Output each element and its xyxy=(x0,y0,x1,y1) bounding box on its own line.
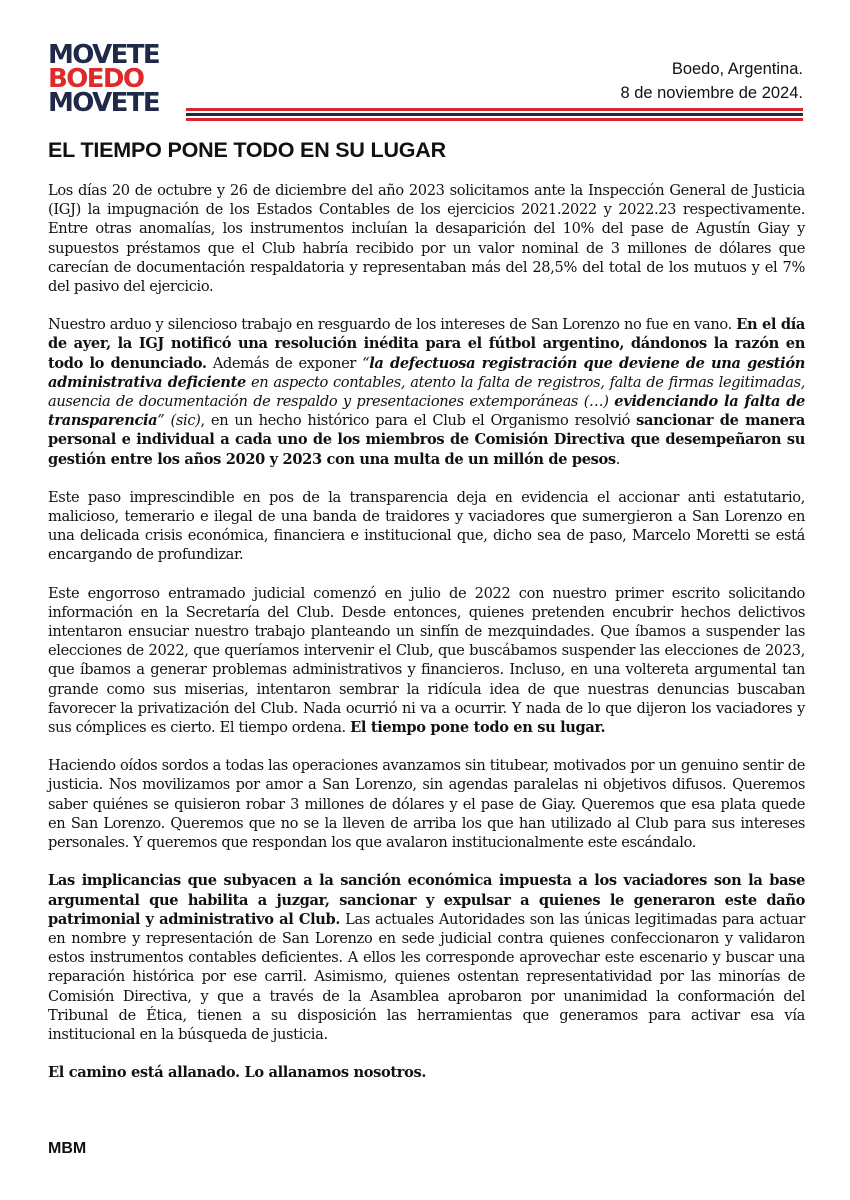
p2-bold-ruling: En el día de ayer, la IGJ notificó una resolución inédita para el fútbol argentino, dándonos la razón en todo lo denunciado. xyxy=(48,316,805,372)
p2-bold-italic-quote: la defectuosa registración que deviene de una gestión administrativa deficiente xyxy=(48,354,806,391)
p6-text: Las actuales Autoridades son las únicas legitimadas para actuar en nombre y representación de San Lorenzo en sede judicial contra quienes confeccionaron y validaron estos instrumentos contables deficientes. A ellos les corresponde aprovechar este escenario y buscar una reparación histórica por ese carril. Asimismo, quienes ostentan representatividad por las minorías de Comisión Directiva, y que a través de la Asamblea aprobaron por unanimidad la conformación del Tribunal de Ética, tienen a su disposición las herramientas que generamos para activar esa vía institucional en la búsqueda de justicia. xyxy=(48,910,805,1043)
p2-bold-italic-transparency: evidenciando la falta de transparencia xyxy=(48,393,805,430)
movete-boedo-logo xyxy=(48,40,176,118)
logo-line-boedo: BOEDO xyxy=(48,64,144,94)
paragraph-4 xyxy=(48,584,805,738)
statement-body xyxy=(48,181,805,1082)
paragraph-3: Este paso imprescindible en pos de la transparencia deja en evidencia el accionar anti estatutario, malicioso, temerario e ilegal de una banda de traidores y vaciadores que sumergieron a San Lorenzo en una delicada crisis económica, financiera e institucional que, dicho sea de paso, Marcelo Moretti se está encargando de profundizar. xyxy=(48,488,805,564)
page-title: EL TIEMPO PONE TODO EN SU LUGAR xyxy=(48,138,446,162)
p2-italic-quote: en aspecto contables, atento la falta de registros, falta de firmas legitimadas, ausencia de documentación de respaldo y presentaciones extemporáneas (…) xyxy=(48,373,805,411)
location: Boedo, Argentina. xyxy=(671,60,803,78)
p4-bold-closing: El tiempo pone todo en su lugar. xyxy=(350,719,606,737)
date: 8 de noviembre de 2024. xyxy=(620,84,803,102)
p2-text: . xyxy=(615,450,621,468)
p6-bold-implications: Las implicancias que subyacen a la sanción económica impuesta a los vaciadores son la base argumental que habilita a juzgar, sancionar y expulsar a quienes le generaron este daño patrimonial y administrativo al Club. xyxy=(48,872,805,928)
logo-line-movete-bottom: MOVETE xyxy=(48,88,160,118)
p2-bold-sanction: sancionar de manera personal e individual a cada uno de los miembros de Comisión Directiva que desempeñaron su gestión entre los años 2020 y 2023 con una multa de un millón de pesos xyxy=(48,412,805,468)
p7-bold: El camino está allanado. Lo allanamos nosotros. xyxy=(48,1064,427,1082)
p2-close-quote: ” (sic) xyxy=(157,412,201,430)
p2-text: , en un hecho histórico para el Club el Organismo resolvió xyxy=(200,412,637,430)
stripe-red-bottom xyxy=(186,118,803,121)
logo-line-movete-top: MOVETE xyxy=(48,40,160,70)
signature: MBM xyxy=(48,1140,87,1157)
stripe-navy xyxy=(186,113,803,116)
p2-text: Nuestro arduo y silencioso trabajo en resguardo de los intereses de San Lorenzo no fue en vano. xyxy=(48,316,737,334)
p2-open-quote: “ xyxy=(362,354,370,372)
paragraph-5: Haciendo oídos sordos a todas las operaciones avanzamos sin titubear, motivados por un genuino sentir de justicia. Nos movilizamos por amor a San Lorenzo, sin agendas paralelas ni objetivos difusos. Queremos saber quiénes se quisieron robar 3 millones de dólares y el pase de Giay. Queremos que esa plata quede en San Lorenzo. Queremos que no se la lleven de arriba los que han utilizado al Club para sus intereses personales. Y queremos que respondan los que avalaron institucionalmente este escándalo. xyxy=(48,757,805,852)
p2-text: Además de exponer xyxy=(206,354,363,372)
p4-text: Este engorroso entramado judicial comenzó en julio de 2022 con nuestro primer escrito solicitando información en la Secretaría del Club. Desde entonces, quienes pretenden encubrir hechos delictivos intentaron ensuciar nuestro trabajo planteando un sinfín de mezquindades. Que íbamos a suspender las elecciones de 2022, que queríamos intervenir el Club, que buscábamos suspender las elecciones de 2023, que íbamos a generar problemas administrativos y financieros. Incluso, en una voltereta argumental tan grande como sus miserias, intentaron sembrar la ridícula idea de que nuestras denuncias buscaban favorecer la privatización del Club. Nada ocurrió ni va a ocurrir. Y nada de lo que dijeron los vaciadores y sus cómplices es cierto. El tiempo ordena. xyxy=(48,584,805,737)
paragraph-1: Los días 20 de octubre y 26 de diciembre del año 2023 solicitamos ante la Inspección General de Justicia (IGJ) la impugnación de los Estados Contables de los ejercicios 2021.2022 y 2022.23 respectivamente. Entre otras anomalías, los instrumentos incluían la desaparición del 10% del pase de Agustín Giay y supuestos préstamos que el Club habría recibido por un valor nominal de 3 millones de dólares que carecían de documentación respaldatoria y representaban más del 28,5% del total de los mutuos y el 7% del pasivo del ejercicio. xyxy=(48,182,805,296)
paragraph-7-closing xyxy=(48,1063,805,1082)
paragraph-2 xyxy=(48,315,805,469)
paragraph-6 xyxy=(48,871,805,1044)
header-location-date xyxy=(620,57,803,105)
header-stripes xyxy=(186,108,803,122)
stripe-red-top xyxy=(186,108,803,111)
